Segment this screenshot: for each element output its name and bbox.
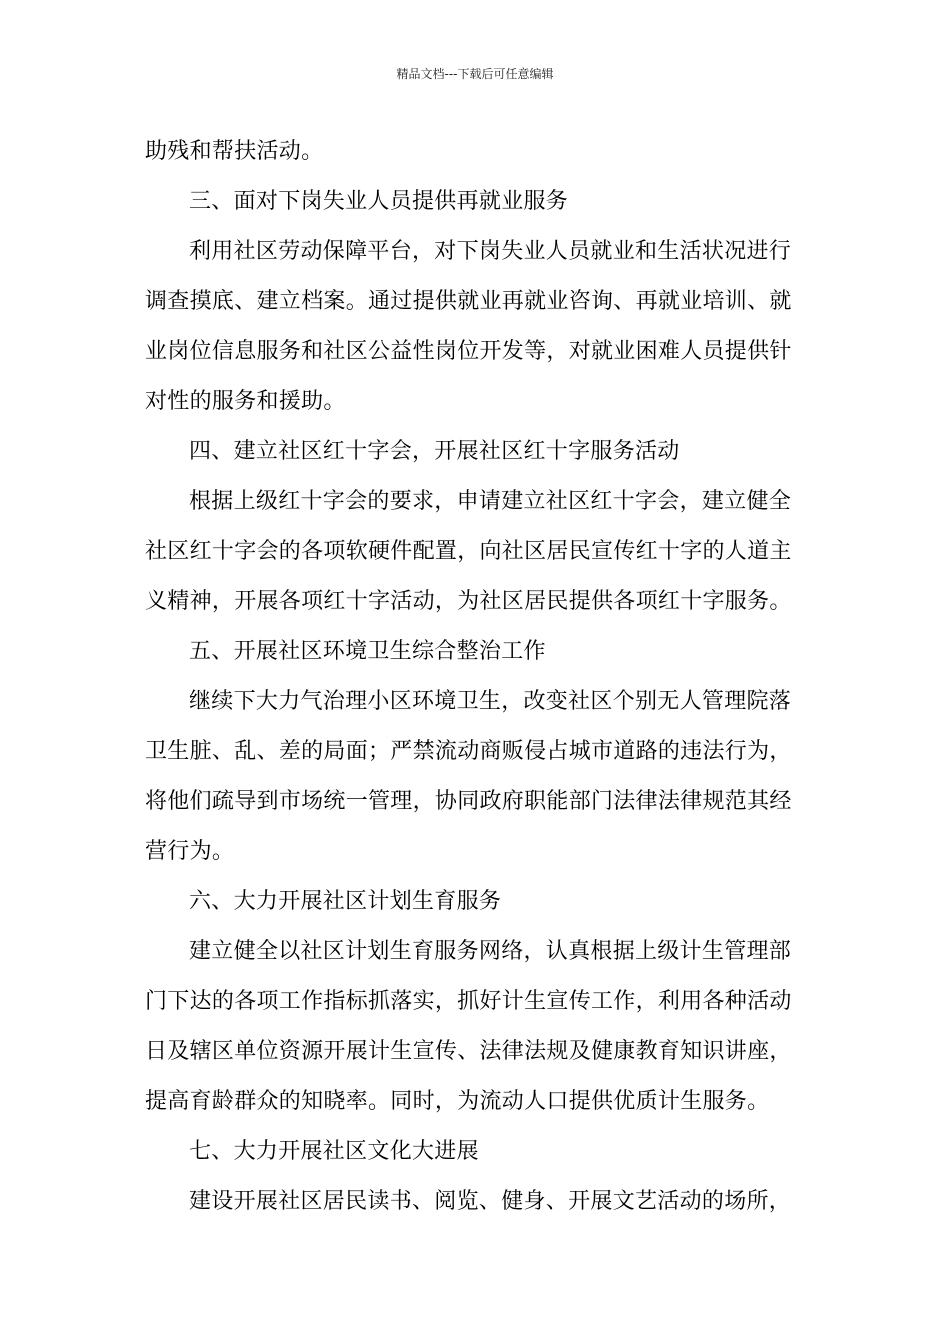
text-line: 门下达的各项工作指标抓落实，抓好计生宣传工作，利用各种活动 xyxy=(145,989,792,1014)
section-heading: 六、大力开展社区计划生育服务 xyxy=(189,889,502,914)
document-body xyxy=(145,127,810,1227)
text-line: 对性的服务和援助。 xyxy=(145,389,346,414)
text-line: 社区红十字会的各项软硬件配置，向社区居民宣传红十字的人道主 xyxy=(145,539,792,564)
text-line: 营行为。 xyxy=(145,839,235,864)
text-line: 卫生脏、乱、差的局面；严禁流动商贩侵占城市道路的违法行为， xyxy=(145,739,792,764)
section-heading: 三、面对下岗失业人员提供再就业服务 xyxy=(189,189,569,214)
page-header: 精品文档---下载后可任意编辑 xyxy=(396,67,554,81)
text-line: 建设开展社区居民读书、阅览、健身、开展文艺活动的场所， xyxy=(189,1189,792,1214)
text-line: 提高育龄群众的知晓率。同时，为流动人口提供优质计生服务。 xyxy=(145,1089,770,1114)
text-line: 业岗位信息服务和社区公益性岗位开发等，对就业困难人员提供针 xyxy=(145,339,792,364)
section-heading: 四、建立社区红十字会，开展社区红十字服务活动 xyxy=(189,439,680,464)
text-line: 利用社区劳动保障平台，对下岗失业人员就业和生活状况进行 xyxy=(189,239,792,264)
text-line: 调查摸底、建立档案。通过提供就业再就业咨询、再就业培训、就 xyxy=(145,289,792,314)
text-line: 将他们疏导到市场统一管理，协同政府职能部门法律法律规范其经 xyxy=(145,789,792,814)
section-heading: 五、开展社区环境卫生综合整治工作 xyxy=(189,639,546,664)
text-line: 助残和帮扶活动。 xyxy=(145,139,324,164)
text-line: 继续下大力气治理小区环境卫生，改变社区个别无人管理院落 xyxy=(189,689,792,714)
text-line: 建立健全以社区计划生育服务网络，认真根据上级计生管理部 xyxy=(189,939,792,964)
text-line: 日及辖区单位资源开展计生宣传、法律法规及健康教育知识讲座， xyxy=(145,1039,792,1064)
section-heading: 七、大力开展社区文化大进展 xyxy=(189,1139,479,1164)
text-line: 根据上级红十字会的要求，申请建立社区红十字会，建立健全 xyxy=(189,489,792,514)
text-line: 义精神，开展各项红十字活动，为社区居民提供各项红十字服务。 xyxy=(145,589,792,614)
